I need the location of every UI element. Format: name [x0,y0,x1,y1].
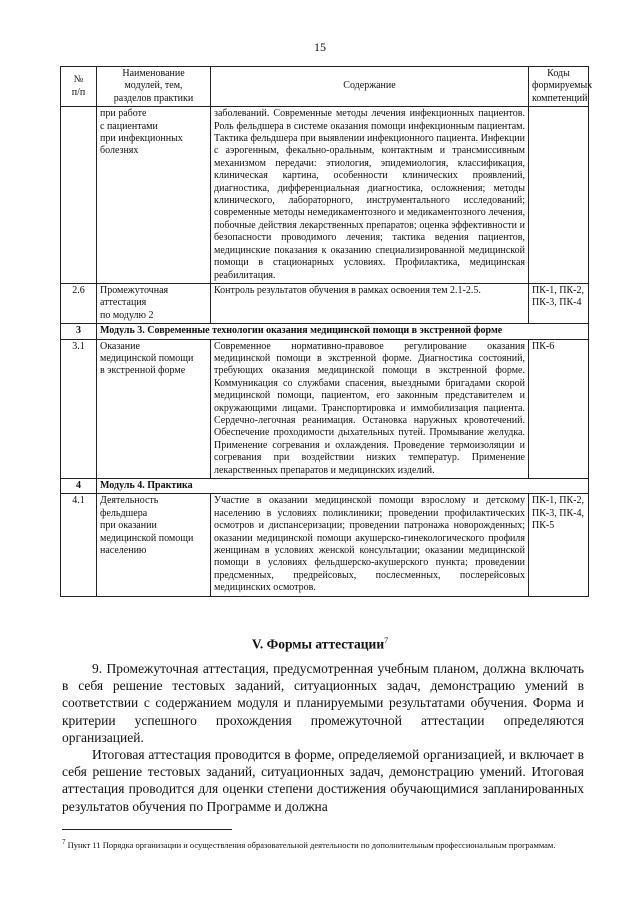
module-title: Модуль 3. Современные технологии оказания медицинской помощи в экстренной форме [97,324,589,339]
page-number: 15 [314,40,326,54]
row-topic-name: Оказание медицинской помощи в экстренной форме [97,339,211,478]
row-number: 4.1 [61,494,97,596]
table-row [61,283,589,323]
footnote [62,836,584,851]
module-header-row [61,324,589,339]
module-number: 4 [61,479,97,494]
footnote-divider [62,829,232,830]
row-content: Участие в оказании медицинской помощи взрослому и детскому населению в условиях поликлиники; проведении профилактических осмотров и диспансеризации; проведении патронажа новорожденных; оказании медицинской помощи акушерско-гинекологического профиля женщинам в условиях женской консультации; оказании медицинской помощи в условиях фельдшерско-акушерского пункта; проведении предсменных, предрейсовых, послесменных, послерейсовых медицинских осмотров. [211,494,529,596]
row-topic-name: Деятельность фельдшера при оказании медицинской помощи населению [97,494,211,596]
row-number: 3.1 [61,339,97,478]
row-competence-codes: ПК-1, ПК-2, ПК-3, ПК-4 [529,283,589,323]
module-title: Модуль 4. Практика [97,479,589,494]
row-competence-codes [529,107,589,284]
footnote-reference: 7 [384,636,389,645]
row-competence-codes: ПК-6 [529,339,589,478]
row-topic-name: при работе с пациентами при инфекционных болезнях [97,107,211,284]
row-content: Современное нормативно-правовое регулирование оказания медицинской помощи в экстренной форме. Диагностика состояний, требующих оказания медицинской помощи в экстренной форме. Коммуникация со службами спасения, выездными бригадами скорой медицинской помощи, пациентом, его законным представителем и окружающими лицами. Транспортировка и иммобилизация пациента. Сердечно-легочная реанимация. Остановка наружных кровотечений. Обеспечение проходимости дыхательных путей. Промывание желудка. Применение согревания и охлаждения. Проведение термоизоляции и согревания при воздействии низких температур. Применение лекарственных препаратов и медицинских изделий. [211,339,529,478]
footnote-text: Пункт 11 Порядка организации и осуществления образовательной деятельности по дополнительным профессиональным программам. [65,839,556,850]
header-content: Содержание [211,67,529,107]
row-competence-codes: ПК-1, ПК-2, ПК-3, ПК-4, ПК-5 [529,494,589,596]
header-module-name: Наименование модулей, тем, разделов практики [97,67,211,107]
header-competence-codes: Коды формируемых компетенций [529,67,589,107]
section-title-text: V. Формы аттестации [251,636,385,652]
row-number [61,107,97,284]
table-row [61,107,589,284]
paragraph-final-assessment: Итоговая аттестация проводится в форме, определяемой организацией, и включает в себя решение тестовых заданий, ситуационных задач, демонстрацию умений. Итоговая аттестация проводится для оценки степени достижения обучающимися запланированных результатов обучения по Программе и должна [62,747,584,814]
module-number: 3 [61,324,97,339]
table-header-row [61,67,589,107]
paragraph-intermediate-assessment: 9. Промежуточная аттестация, предусмотренная учебным планом, должна включать в себя решение тестовых заданий, ситуационных задач, демонстрацию умений в соответствии с содержанием модуля и планируемыми результатами обучения. Форма и критерии успешного прохождения промежуточной аттестации определяются организацией. [62,661,584,745]
table-row [61,339,589,478]
header-number: № п/п [61,67,97,107]
row-topic-name: Промежуточная аттестация по модулю 2 [97,283,211,323]
curriculum-table [60,66,593,597]
row-content: заболеваний. Современные методы лечения инфекционных пациентов. Роль фельдшера в системе оказания помощи инфекционным пациентам. Тактика фельдшера при выявлении инфекционного пациента. Инфекции с аэрогенным, фекально-оральным, контактным и трансмиссивным механизмом передачи: этиология, эпидемиология, классификация, клиническая картина, особенности клинических проявлений, диагностика, дифференциальная диагностика, осложнения; методы клинического, лабораторного, инструментального исследований; современные методы немедикаментозного и медикаментозного лечения, побочные действия лекарственных препаратов; оценка эффективности и безопасности проводимого лечения; тактика ведения пациентов, медицинские показания к оказанию специализированной медицинской помощи в стационарных условиях. Профилактика, медицинская реабилитация. [211,107,529,284]
module-header-row [61,479,589,494]
table-row [61,494,589,596]
footnote-mark: 7 [62,838,66,846]
section-title [0,636,640,653]
row-number: 2.6 [61,283,97,323]
row-content: Контроль результатов обучения в рамках освоения тем 2.1-2.5. [211,283,529,323]
